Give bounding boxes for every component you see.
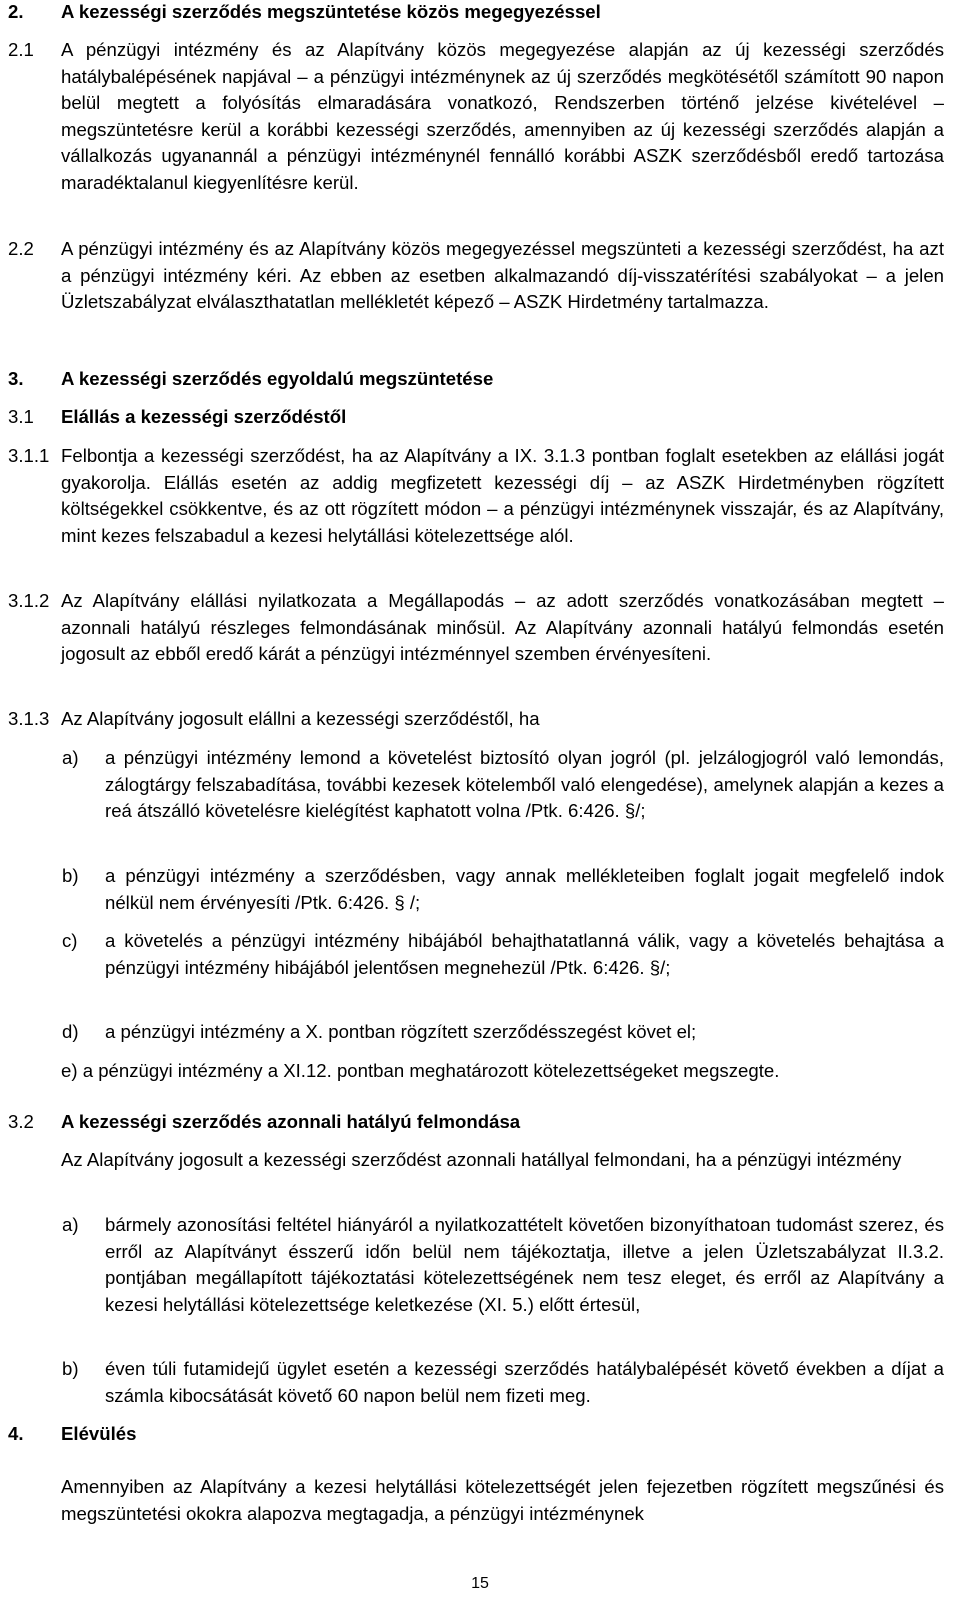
paragraph-text: A pénzügyi intézmény és az Alapítvány közös megegyezése alapján az új kezességi szerződés hatálybalépésének napjával – a pénzügyi intézménynek az új szerződés megkötésétől számított 90 napon belül megtett a folyósítás elmaradására vonatkozó, Rendszerben történő jelzése kivételével – megszüntetésre kerül a korábbi kezességi szerződés, amennyiben az új kezességi szerződés alapján a vállalkozás ugyanannál a pénzügyi intézménynél fennálló korábbi ASZK szerződésből eredő tartozása maradéktalanul kiegyenlítésre kerül. [61, 39, 944, 193]
paragraph-text: Az Alapítvány elállási nyilatkozata a Megállapodás – az adott szerződés vonatkozásában megtett – azonnali hatályú részleges felmondásának minősül. Az Alapítvány azonnali hatályú felmondás esetén jogosult az ebből eredő kárát a pénzügyi intézménnyel szemben érvényesíteni. [61, 590, 944, 665]
subsection-title: Elállás a kezességi szerződéstől [61, 406, 347, 427]
subsection-title: A kezességi szerződés azonnali hatályú felmondása [61, 1111, 521, 1132]
list-item-text: bármely azonosítási feltétel hiányáról a nyilatkozattételt követően bizonyíthatoan tudomást szerez, és erről az Alapítványt ésszerű időn belül nem tájékoztatja, illetve a jelen Üzletszabályzat II.3.2. pontjában megállapított tájékoztatási kötelezettségének nem tesz eleget, és erről az Alapítvány a kezesi helytállási kötelezettsége keletkezése (XI. 5.) előtt értesül, [105, 1214, 944, 1315]
section-number: 3. [8, 368, 24, 389]
list-item-text: éven túli futamidejű ügylet esetén a kezességi szerződés hatálybalépését követő években a díjat a számla kibocsátását követő 60 napon belül nem fizeti meg. [105, 1358, 944, 1406]
list-item-text: a pénzügyi intézmény lemond a követelést biztosító olyan jogról (pl. jelzálogjogról való lemondás, zálogtárgy felszabadítása, további kezesek kötelemből való elengedése), amelynek alapján a kezes a reá átszálló követelésre kielégítést kaphatott volna /Ptk. 6:426. §/; [105, 747, 944, 822]
paragraph-text: A pénzügyi intézmény és az Alapítvány közös megegyezéssel megszünteti a kezességi szerződést, ha azt a pénzügyi intézmény kéri. Az ebben az esetben alkalmazandó díj-visszatérítési szabályokat – a jelen Üzletszabályzat elválaszthatatlan mellékletét képező – ASZK Hirdetmény tartalmazza. [61, 238, 944, 313]
paragraph-text: Az Alapítvány jogosult elállni a kezességi szerződéstől, ha [61, 708, 540, 729]
paragraph-3-1-2 [8, 588, 944, 668]
list-item-label: b) [62, 865, 79, 886]
list-item [62, 1019, 944, 1046]
subsection-3-1 [8, 404, 944, 431]
subsection-number: 3.2 [8, 1111, 34, 1132]
list-item [62, 1356, 944, 1409]
paragraph-2-2 [8, 236, 944, 316]
list-item [62, 863, 944, 916]
list-item-text: a követelés a pénzügyi intézmény hibájából behajthatatlanná válik, vagy a követelés behajtása a pénzügyi intézmény hibájából jelentősen megnehezül /Ptk. 6:426. §/; [105, 930, 944, 978]
section-number: 2. [8, 1, 24, 22]
paragraph-3-1-1 [8, 443, 944, 549]
paragraph-2-1 [8, 37, 944, 197]
paragraph-text: Felbontja a kezességi szerződést, ha az Alapítvány a IX. 3.1.3 pontban foglalt esetekben az elállási jogát gyakorolja. Elállás esetén az addig megfizetett kezességi díj – az ASZK Hirdetményben rögzített költségekkel csökkentve, és az ott rögzített módon – a pénzügyi intézménynek visszajár, és az Alapítvány, mint kezes felszabadul a kezesi helytállási kötelezettsége alól. [61, 445, 944, 546]
list-item-e: e) a pénzügyi intézmény a XI.12. pontban meghatározott kötelezettségeket megszegte. [61, 1060, 780, 1081]
subsection-number: 3.1 [8, 406, 34, 427]
paragraph-number: 2.1 [8, 39, 34, 60]
section-title: Elévülés [61, 1423, 137, 1444]
page-number: 15 [471, 1575, 489, 1592]
list-item [62, 1212, 944, 1318]
paragraph-text: Az Alapítvány jogosult a kezességi szerződést azonnali hatállyal felmondani, ha a pénzügyi intézmény [61, 1149, 902, 1170]
paragraph-number: 3.1.3 [8, 708, 50, 729]
paragraph-3-1-3 [8, 706, 944, 733]
paragraph-number: 2.2 [8, 238, 34, 259]
list-item-label: a) [62, 747, 79, 768]
section-number: 4. [8, 1423, 24, 1444]
subsection-3-2 [8, 1109, 944, 1136]
paragraph-text: Amennyiben az Alapítvány a kezesi helytállási kötelezettségét jelen fejezetben rögzített megszűnési és megszüntetési okokra alapozva megtagadja, a pénzügyi intézménynek [61, 1476, 944, 1524]
list-item-label: d) [62, 1021, 79, 1042]
list-item-text: a pénzügyi intézmény a X. pontban rögzített szerződésszegést követ el; [105, 1021, 697, 1042]
section-title: A kezességi szerződés egyoldalú megszüntetése [61, 368, 494, 389]
paragraph-4 [8, 1474, 944, 1527]
section-4-heading [8, 1421, 944, 1448]
list-item [62, 928, 944, 981]
paragraph-number: 3.1.2 [8, 590, 50, 611]
paragraph-3-2 [8, 1147, 944, 1174]
paragraph-number: 3.1.1 [8, 445, 50, 466]
section-title: A kezességi szerződés megszüntetése közös megegyezéssel [61, 1, 601, 22]
list-item-label: c) [62, 930, 78, 951]
list-item-label: b) [62, 1358, 79, 1379]
list-item-text: a pénzügyi intézmény a szerződésben, vagy annak mellékleteiben foglalt jogait megfelelő indok nélkül nem érvényesíti /Ptk. 6:426. § /; [105, 865, 944, 913]
section-3-heading [8, 366, 944, 393]
list-item-label: a) [62, 1214, 79, 1235]
section-2-heading [8, 0, 944, 26]
list-item [62, 745, 944, 825]
